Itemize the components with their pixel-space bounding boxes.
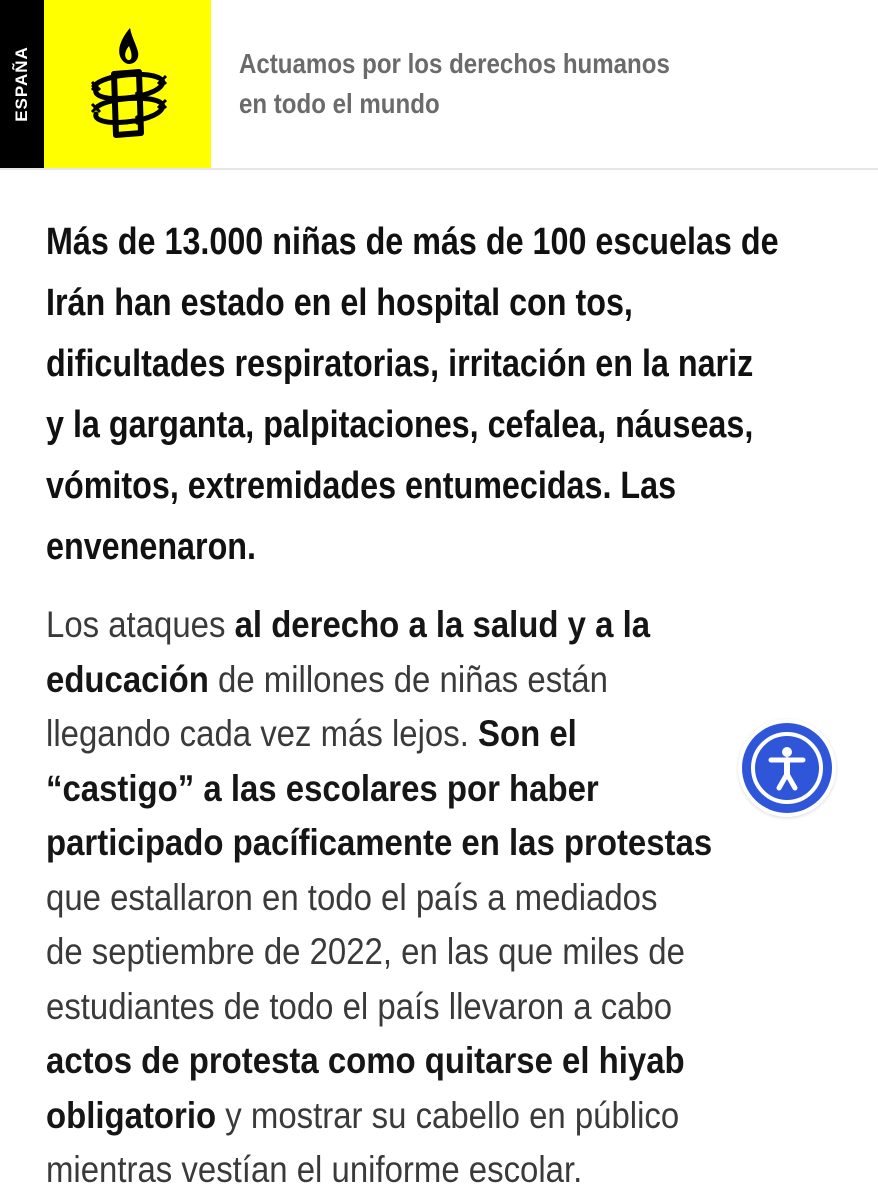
- body-text-regular: Los ataques: [46, 604, 235, 645]
- body-line: [46, 762, 847, 817]
- site-tagline: [239, 44, 755, 124]
- body-text-bold: actos de protesta como quitarse el hiyab: [46, 1040, 685, 1081]
- body-text-regular: estudiantes de todo el país llevaron a cabo: [46, 985, 673, 1027]
- body-text-bold: obligatorio: [46, 1094, 217, 1136]
- body-line: [46, 598, 847, 653]
- body-text-bold: “castigo” a las escolares por haber: [46, 767, 599, 809]
- body-text-regular: mientras vestían el uniforme escolar.: [46, 1149, 583, 1190]
- body-line: [46, 871, 847, 926]
- body-line: [46, 1089, 847, 1144]
- body-line: [46, 653, 847, 708]
- lead-line: y la garganta, palpitaciones, cefalea, náuseas,: [46, 404, 754, 446]
- lead-line: vómitos, extremidades entumecidas. Las: [46, 465, 677, 507]
- amnesty-logo[interactable]: [44, 0, 211, 168]
- body-line: [46, 925, 847, 980]
- body-text-regular: llegando cada vez más lejos.: [46, 713, 478, 754]
- lead-line: Irán han estado en el hospital con tos,: [46, 282, 633, 324]
- body-line: [46, 1143, 847, 1198]
- body-text-regular: y mostrar su cabello en público: [216, 1094, 680, 1136]
- body-text-bold: participado pacíficamente en las protestas: [46, 822, 713, 863]
- article-body: [46, 598, 847, 1198]
- country-label: ESPAÑA: [12, 46, 31, 122]
- site-header: [0, 0, 878, 168]
- body-line: [46, 707, 847, 762]
- body-text-regular: que estallaron en todo el país a mediados: [46, 876, 658, 918]
- tagline-line-1: Actuamos por los derechos humanos: [239, 48, 670, 79]
- body-line: [46, 1034, 847, 1089]
- lead-line: Más de 13.000 niñas de más de 100 escuelas de: [46, 221, 779, 263]
- body-text-bold: educación: [46, 658, 209, 700]
- candle-barbed-wire-icon: [44, 0, 211, 168]
- lead-line: dificultades respiratorias, irritación en la nariz: [46, 343, 754, 385]
- article-lead: [46, 212, 811, 578]
- header-divider: [0, 168, 878, 170]
- body-line: [46, 980, 847, 1035]
- body-text-regular: de septiembre de 2022, en las que miles de: [46, 931, 685, 972]
- body-text-regular: de millones de niñas están: [208, 658, 608, 700]
- body-line: [46, 816, 847, 871]
- lead-line: envenenaron.: [46, 526, 257, 568]
- country-strip[interactable]: [0, 0, 44, 168]
- body-text-bold: Son el: [477, 713, 577, 754]
- accessibility-person-icon: [738, 719, 836, 817]
- accessibility-button[interactable]: [738, 719, 836, 817]
- body-text-bold: al derecho a la salud y a la: [234, 604, 651, 645]
- tagline-line-2: en todo el mundo: [239, 88, 440, 119]
